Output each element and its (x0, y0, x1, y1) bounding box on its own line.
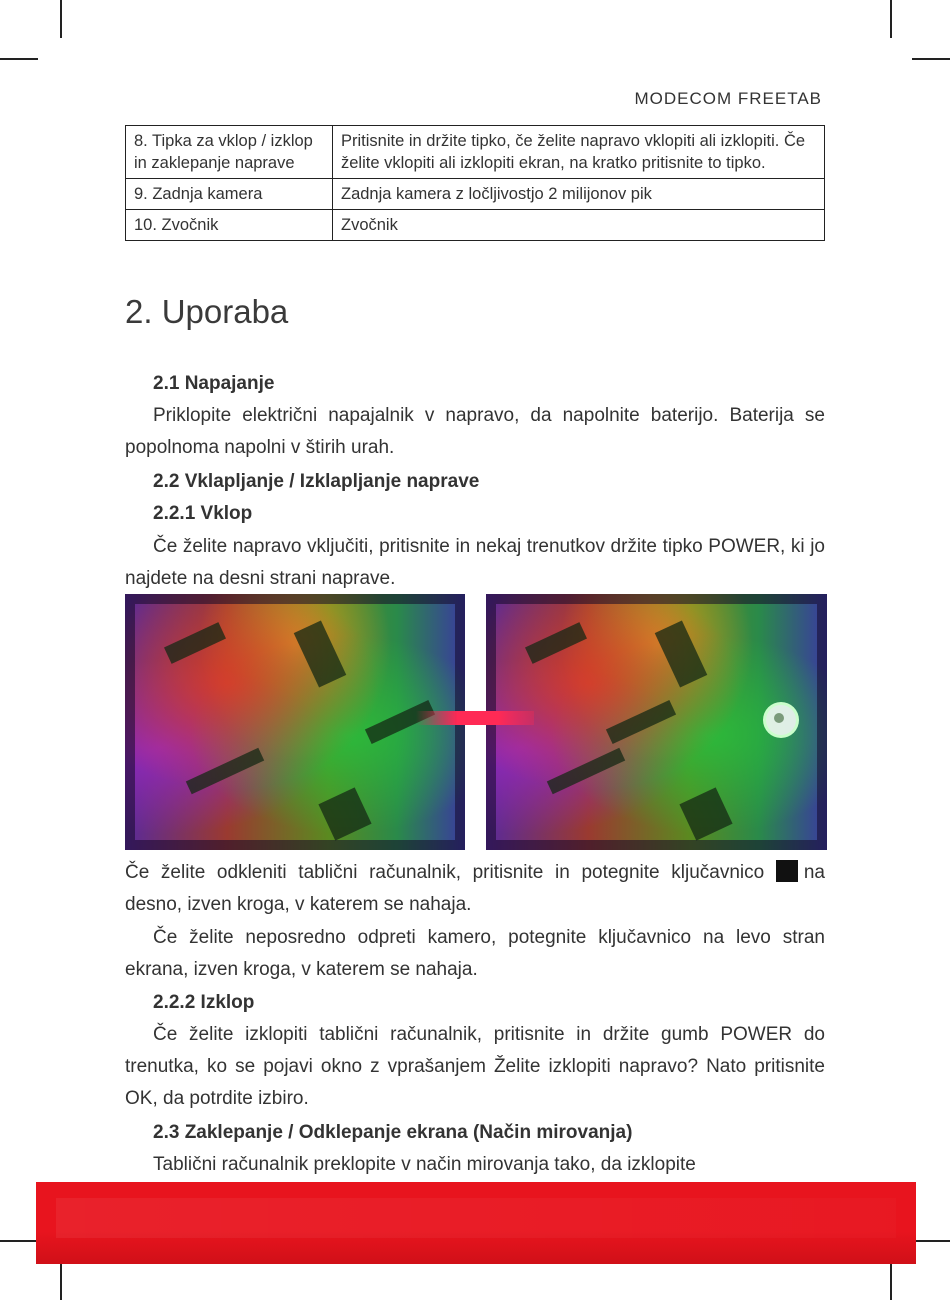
table-cell-description: Zadnja kamera z ločljivostjo 2 milijonov pik (333, 179, 825, 210)
subsection-heading: 2.3 Zaklepanje / Odklepanje ekrana (Način mirovanja) (153, 1122, 633, 1143)
paragraph (125, 857, 825, 921)
running-header: MODECOM FREETAB (634, 89, 822, 108)
arrow-right-icon (416, 711, 534, 725)
paragraph: Če želite neposredno odpreti kamero, potegnite ključavnico na levo stran ekrana, izven kroga, v katerem se nahaja. (125, 927, 825, 980)
subsection-heading: 2.2.2 Izklop (153, 992, 255, 1013)
section-title: 2. Uporaba (125, 293, 289, 330)
spec-table (125, 125, 825, 241)
lock-key-icon (776, 860, 798, 882)
lock-icon (774, 713, 784, 723)
crop-mark (912, 1240, 950, 1242)
crop-mark (890, 1262, 892, 1300)
lockscreen-screenshot-left (125, 594, 465, 850)
crop-mark (60, 1262, 62, 1300)
table-row (126, 210, 825, 241)
unlock-text-cont: na desno, izven kroga, v katerem se nahaja. (125, 862, 825, 915)
paragraph: Če želite izklopiti tablični računalnik, pritisnite in držite gumb POWER do trenutka, ko se pojavi okno z vprašanjem Želite izklopiti napravo? Nato pritisnite OK, da potrdite izbiro. (125, 1024, 825, 1109)
crop-mark (912, 58, 950, 60)
paragraph: Tablični računalnik preklopite v način mirovanja tako, da izklopite (153, 1154, 696, 1175)
crop-mark (0, 58, 38, 60)
crop-mark (0, 1240, 38, 1242)
paragraph: Priklopite električni napajalnik v napravo, da napolnite baterijo. Baterija se popolnoma napolni v štirih urah. (125, 405, 825, 458)
footer-bar (36, 1182, 916, 1264)
crop-mark (60, 0, 62, 38)
table-cell-label: 8. Tipka za vklop / izklop in zaklepanje naprave (126, 126, 333, 179)
unlock-text: Če želite odkleniti tablični računalnik, pritisnite in potegnite ključavnico (125, 862, 765, 883)
table-cell-label: 10. Zvočnik (126, 210, 333, 241)
table-cell-label: 9. Zadnja kamera (126, 179, 333, 210)
table-row (126, 179, 825, 210)
crop-mark (890, 0, 892, 38)
subsection-heading: 2.2.1 Vklop (153, 503, 253, 524)
table-row (126, 126, 825, 179)
table-cell-description: Zvočnik (333, 210, 825, 241)
paragraph: Če želite napravo vključiti, pritisnite in nekaj trenutkov držite tipko POWER, ki jo najdete na desni strani naprave. (125, 536, 825, 589)
subsection-heading: 2.1 Napajanje (153, 373, 275, 394)
table-cell-description: Pritisnite in držite tipko, če želite napravo vklopiti ali izklopiti. Če želite vklopiti ali izklopiti ekran, na kratko pritisnite to tipko. (333, 126, 825, 179)
subsection-heading: 2.2 Vklapljanje / Izklapljanje naprave (153, 471, 480, 492)
